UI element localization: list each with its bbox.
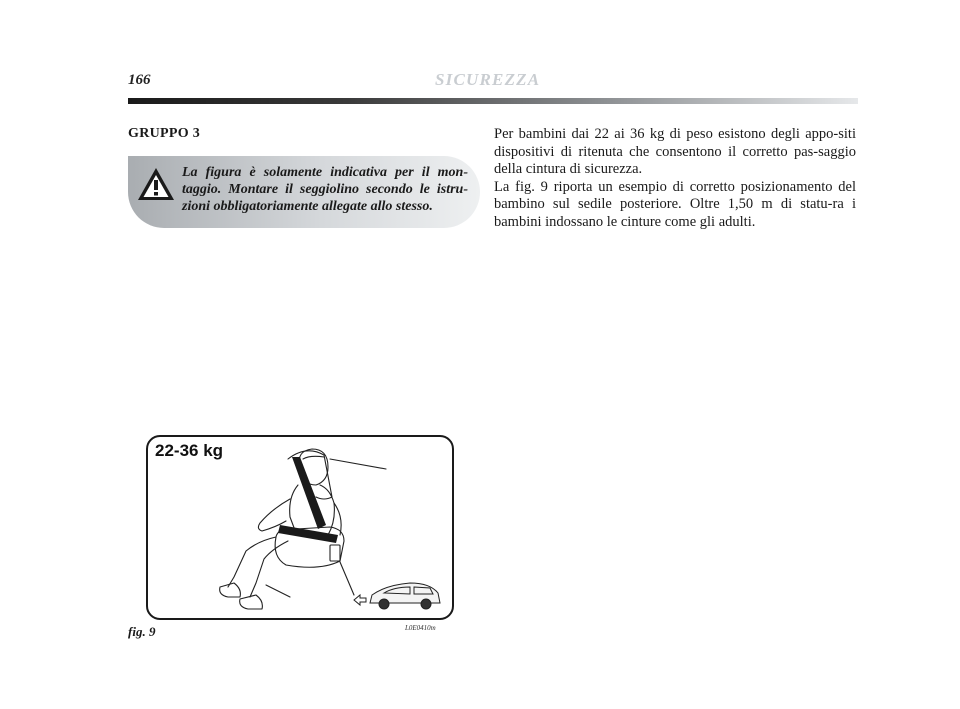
paragraph: Per bambini dai 22 ai 36 kg di peso esistono degli appo-siti dispositivi di ritenuta che consentono il corretto pas-saggio della cintura di sicurezza. — [494, 126, 856, 177]
page-number: 166 — [128, 72, 151, 88]
figure-caption: fig. 9 — [128, 624, 156, 639]
warning-box — [128, 156, 480, 228]
car-icon — [370, 583, 440, 609]
warning-text: La figura è solamente indicativa per il mon-taggio. Montare il seggiolino secondo le istru-zioni obbligatoriamente allegate allo stesso. — [182, 165, 468, 214]
weight-label: 22-36 kg — [155, 441, 224, 460]
section-title: SICUREZZA — [435, 70, 541, 89]
group-heading: GRUPPO 3 — [128, 126, 201, 141]
paragraph: La fig. 9 riporta un esempio di corretto posizionamento del bambino sul sedile posteriore. Oltre 1,50 m di statu-ra i bambini indossano le cinture come gli adulti. — [494, 178, 856, 230]
body-text — [494, 126, 856, 231]
warning-triangle-icon — [136, 166, 176, 202]
child-booster-seat-illustration — [148, 437, 452, 618]
left-arrow-icon — [354, 595, 366, 605]
header-rule — [128, 98, 858, 104]
figure-code: L0E0410m — [405, 624, 436, 632]
figure-frame — [146, 435, 454, 620]
